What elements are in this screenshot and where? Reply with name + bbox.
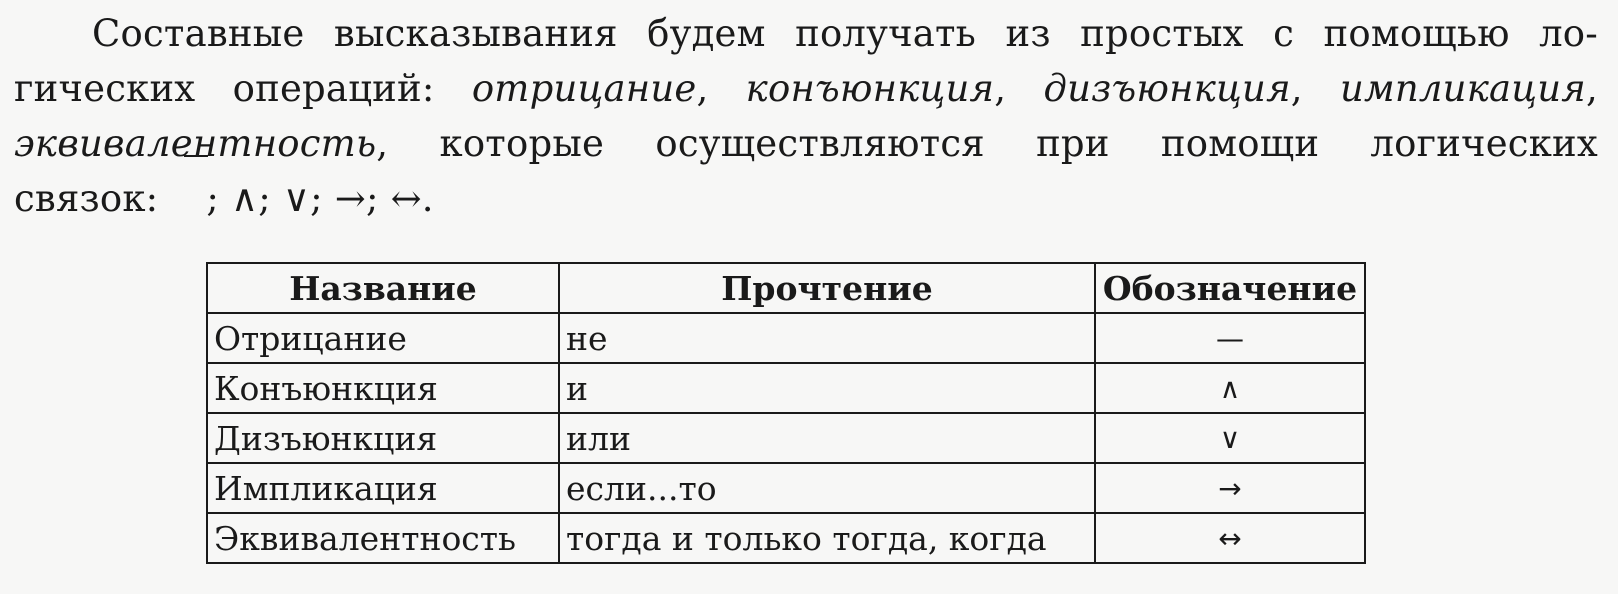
header-name: Название — [207, 263, 559, 313]
cell-name: Дизъюнкция — [207, 413, 559, 463]
term-implication: импликация — [1339, 67, 1587, 110]
paragraph-text-1: Составные высказывания будем получать из простых с помощью ло- — [92, 12, 1598, 55]
logic-operations-table — [206, 262, 1366, 564]
connectives-list: ; ∧; ∨; →; ↔. — [206, 177, 434, 220]
table-header-row — [207, 263, 1365, 313]
term-negation: отрицание — [471, 67, 697, 110]
term-conjunction: конъюнкция — [745, 67, 995, 110]
cell-symbol: → — [1095, 463, 1365, 513]
cell-name: Импликация — [207, 463, 559, 513]
table-row — [207, 363, 1365, 413]
cell-symbol: ∧ — [1095, 363, 1365, 413]
term-disjunction: дизъюнкция — [1043, 67, 1291, 110]
cell-name: Конъюнкция — [207, 363, 559, 413]
paragraph-line-3 — [14, 116, 1598, 171]
separator: , — [994, 67, 1044, 110]
cell-symbol: — — [1095, 313, 1365, 363]
cell-reading: тогда и только тогда, когда — [559, 513, 1095, 563]
cell-name: Эквивалентность — [207, 513, 559, 563]
header-reading: Прочтение — [559, 263, 1095, 313]
cell-name: Отрицание — [207, 313, 559, 363]
table-row — [207, 513, 1365, 563]
paragraph-text-3: , которые осуществляются при помощи логических — [376, 122, 1598, 165]
table-row — [207, 463, 1365, 513]
cell-reading: не — [559, 313, 1095, 363]
cell-reading: и — [559, 363, 1095, 413]
header-symbol: Обозначение — [1095, 263, 1365, 313]
intro-paragraph — [14, 6, 1598, 226]
paragraph-line-2 — [14, 61, 1598, 116]
cell-symbol: ↔ — [1095, 513, 1365, 563]
table-row — [207, 413, 1365, 463]
separator: , — [696, 67, 746, 110]
table-row — [207, 313, 1365, 363]
overline-mark — [184, 155, 208, 157]
paragraph-text-2: гических операций: — [14, 67, 472, 110]
separator: , — [1290, 67, 1340, 110]
paragraph-line-4 — [14, 171, 1598, 226]
paragraph-line-1 — [14, 6, 1598, 61]
negation-bar-symbol — [170, 181, 206, 211]
cell-reading: или — [559, 413, 1095, 463]
cell-reading: если...то — [559, 463, 1095, 513]
separator: , — [1586, 67, 1598, 110]
term-equivalence: эквивалентность — [14, 122, 377, 165]
cell-symbol: ∨ — [1095, 413, 1365, 463]
paragraph-text-4: связок: — [14, 177, 171, 220]
